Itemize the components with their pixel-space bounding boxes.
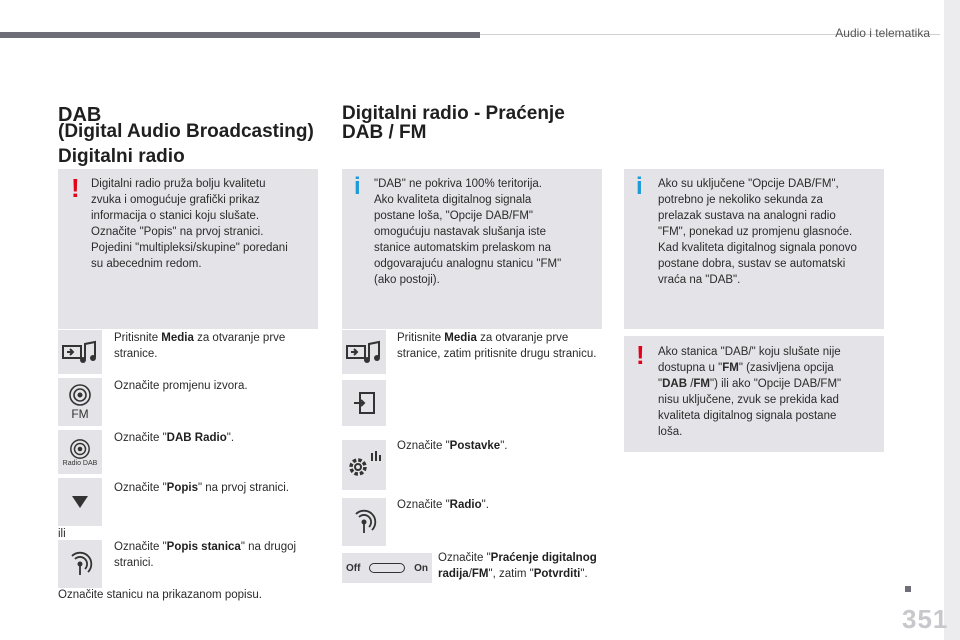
info-line: vraća na "DAB".	[658, 274, 741, 286]
middle-step-2: Označite "Postavke".	[397, 440, 508, 452]
left-step-1: Pritisnite Media za otvaranje prve stranice.	[114, 332, 286, 360]
settings-button[interactable]	[342, 440, 386, 490]
middle-step-4: Označite "Praćenje digitalnog radija/FM", zatim "Potvrditi".	[438, 552, 597, 580]
fm-label: FM	[71, 407, 89, 421]
warning-line: informacija o stanici koju slušate.	[91, 210, 260, 222]
warning-box-right	[624, 336, 884, 452]
middle-step-1: Pritisnite Media za otvaranje prve stranice, zatim pritisnite drugu stranicu.	[397, 332, 597, 360]
or-label: ili	[58, 528, 66, 540]
info-line: potrebno je nekoliko sekunda za	[658, 194, 823, 206]
info-line: odgovarajuću analognu stanicu "FM"	[374, 258, 562, 270]
dab-fm-toggle[interactable]	[342, 553, 432, 583]
page-number: 351	[902, 604, 949, 634]
warning-line: zvuka i omogućuje grafički prikaz	[91, 194, 260, 206]
toggle-on-label: On	[414, 562, 428, 574]
media-button[interactable]	[58, 330, 102, 374]
media-icon	[345, 338, 383, 366]
digital-radio-subtitle: Digitalni radio	[58, 146, 185, 167]
warning-text: Ako stanica "DAB/" koju slušate nije dostupna u "FM" (zasivljena opcija "DAB /FM") ili ako "Opcije DAB/FM" nisu uključene, zvuk se prekida kad kvaliteta digitalnog signala postane loša.	[658, 346, 842, 438]
info-line: prelazak sustava na analogni radio	[658, 210, 836, 222]
middle-step-3: Označite "Radio".	[397, 499, 489, 511]
warning-line: Pojedini "multipleksi/skupine" poredani	[91, 242, 288, 254]
warning-text	[91, 176, 316, 272]
media-icon	[61, 338, 99, 366]
info-line: stanice automatskim prelaskom na	[374, 242, 552, 254]
radio-wave-icon	[351, 509, 377, 535]
dab-fm-title: Digitalni radio - Praćenje DAB / FM	[342, 103, 565, 143]
info-box-middle	[342, 169, 602, 329]
warning-box-left	[58, 169, 318, 329]
left-step-5: Označite "Popis stanica" na drugoj stranici.	[114, 541, 297, 569]
warning-line: su abecednim redom.	[91, 258, 202, 270]
header-bar	[0, 32, 480, 38]
radio-dab-label: Radio DAB	[62, 459, 98, 467]
warning-line: Digitalni radio pruža bolju kvalitetu	[91, 178, 266, 190]
radio-dab-button[interactable]	[58, 430, 102, 474]
info-box-right	[624, 169, 884, 329]
left-step-2: Označite promjenu izvora.	[114, 380, 248, 392]
radio-wave-icon	[67, 551, 93, 577]
info-text	[658, 176, 882, 288]
info-line: "FM", ponekad uz promjenu glasnoće.	[658, 226, 853, 238]
left-final-step: Označite stanicu na prikazanom popisu.	[58, 589, 262, 601]
media-button[interactable]	[342, 330, 386, 374]
dab-title-full: (Digital Audio Broadcasting)	[58, 121, 314, 142]
page-edge-strip	[944, 0, 960, 640]
info-icon: i	[354, 173, 361, 200]
toggle-off-label: Off	[346, 562, 361, 574]
info-line: "DAB" ne pokriva 100% teritorija.	[374, 178, 542, 190]
gear-icon	[345, 449, 383, 481]
list-button[interactable]	[58, 478, 102, 526]
info-line: postane dobra, sustav se automatski	[658, 258, 846, 270]
warning-line: Označite "Popis" na prvoj stranici.	[91, 226, 264, 238]
info-line: Kad kvaliteta digitalnog signala ponovo	[658, 242, 857, 254]
info-line: postane loša, "Opcije DAB/FM"	[374, 210, 534, 222]
dab-title: DAB	[58, 104, 102, 126]
station-list-button[interactable]	[58, 540, 102, 588]
left-step-4: Označite "Popis" na prvoj stranici.	[114, 482, 289, 494]
warning-icon: !	[636, 340, 645, 370]
toggle-track	[369, 563, 405, 573]
triangle-down-icon	[71, 495, 89, 509]
left-step-3: Označite "DAB Radio".	[114, 432, 235, 444]
second-page-button[interactable]	[342, 380, 386, 426]
radio-wave-icon	[68, 383, 92, 407]
radio-wave-icon	[69, 438, 91, 460]
info-line: Ako su uključene "Opcije DAB/FM",	[658, 178, 839, 190]
info-line: Ako kvaliteta digitalnog signala	[374, 194, 532, 206]
info-icon: i	[636, 173, 643, 200]
radio-button[interactable]	[342, 498, 386, 546]
info-line: (ako postoji).	[374, 274, 440, 286]
section-title: Audio i telematika	[835, 26, 930, 40]
page-icon	[351, 390, 377, 416]
fm-source-button[interactable]	[58, 378, 102, 426]
warning-icon: !	[71, 173, 80, 203]
page-marker	[905, 586, 911, 592]
info-line: omogućuju nastavak slušanja iste	[374, 226, 546, 238]
info-text	[374, 176, 600, 288]
